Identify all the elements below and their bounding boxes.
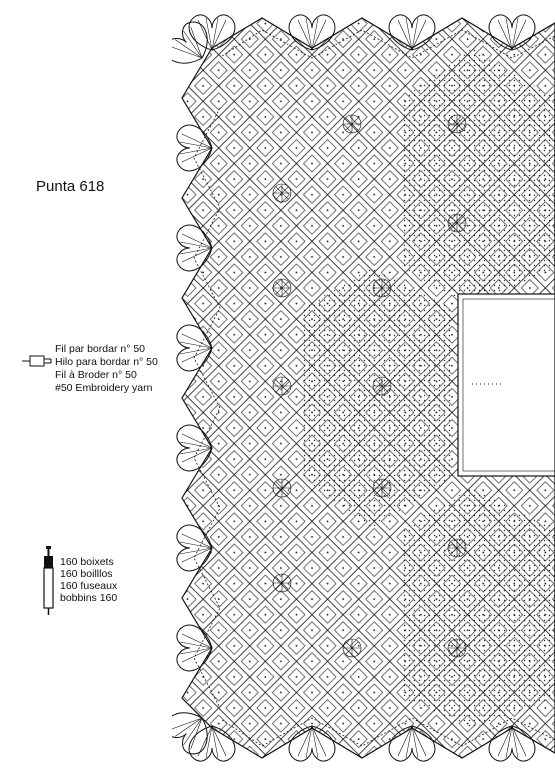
thread-line-fr2: Fil à Broder n° 50 xyxy=(55,369,137,381)
lace-pricking-pattern xyxy=(172,8,555,768)
bobbin-icon xyxy=(38,546,60,616)
thread-spool-icon xyxy=(22,353,52,369)
thread-line-es: Hilo para bordar n° 50 xyxy=(55,356,158,368)
thread-line-en: #50 Embroidery yarn xyxy=(55,382,153,394)
center-panel xyxy=(458,294,555,476)
bobbin-line-en: bobbins 160 xyxy=(60,592,118,604)
bobbin-line-es: 160 boilllos xyxy=(60,568,113,580)
bobbin-line-fr: 160 fuseaux xyxy=(60,580,118,592)
pattern-title: Punta 618 xyxy=(36,178,105,195)
bobbin-line-ca: 160 boixets xyxy=(60,556,114,568)
thread-line-fr: Fil par bordar n° 50 xyxy=(55,343,145,355)
